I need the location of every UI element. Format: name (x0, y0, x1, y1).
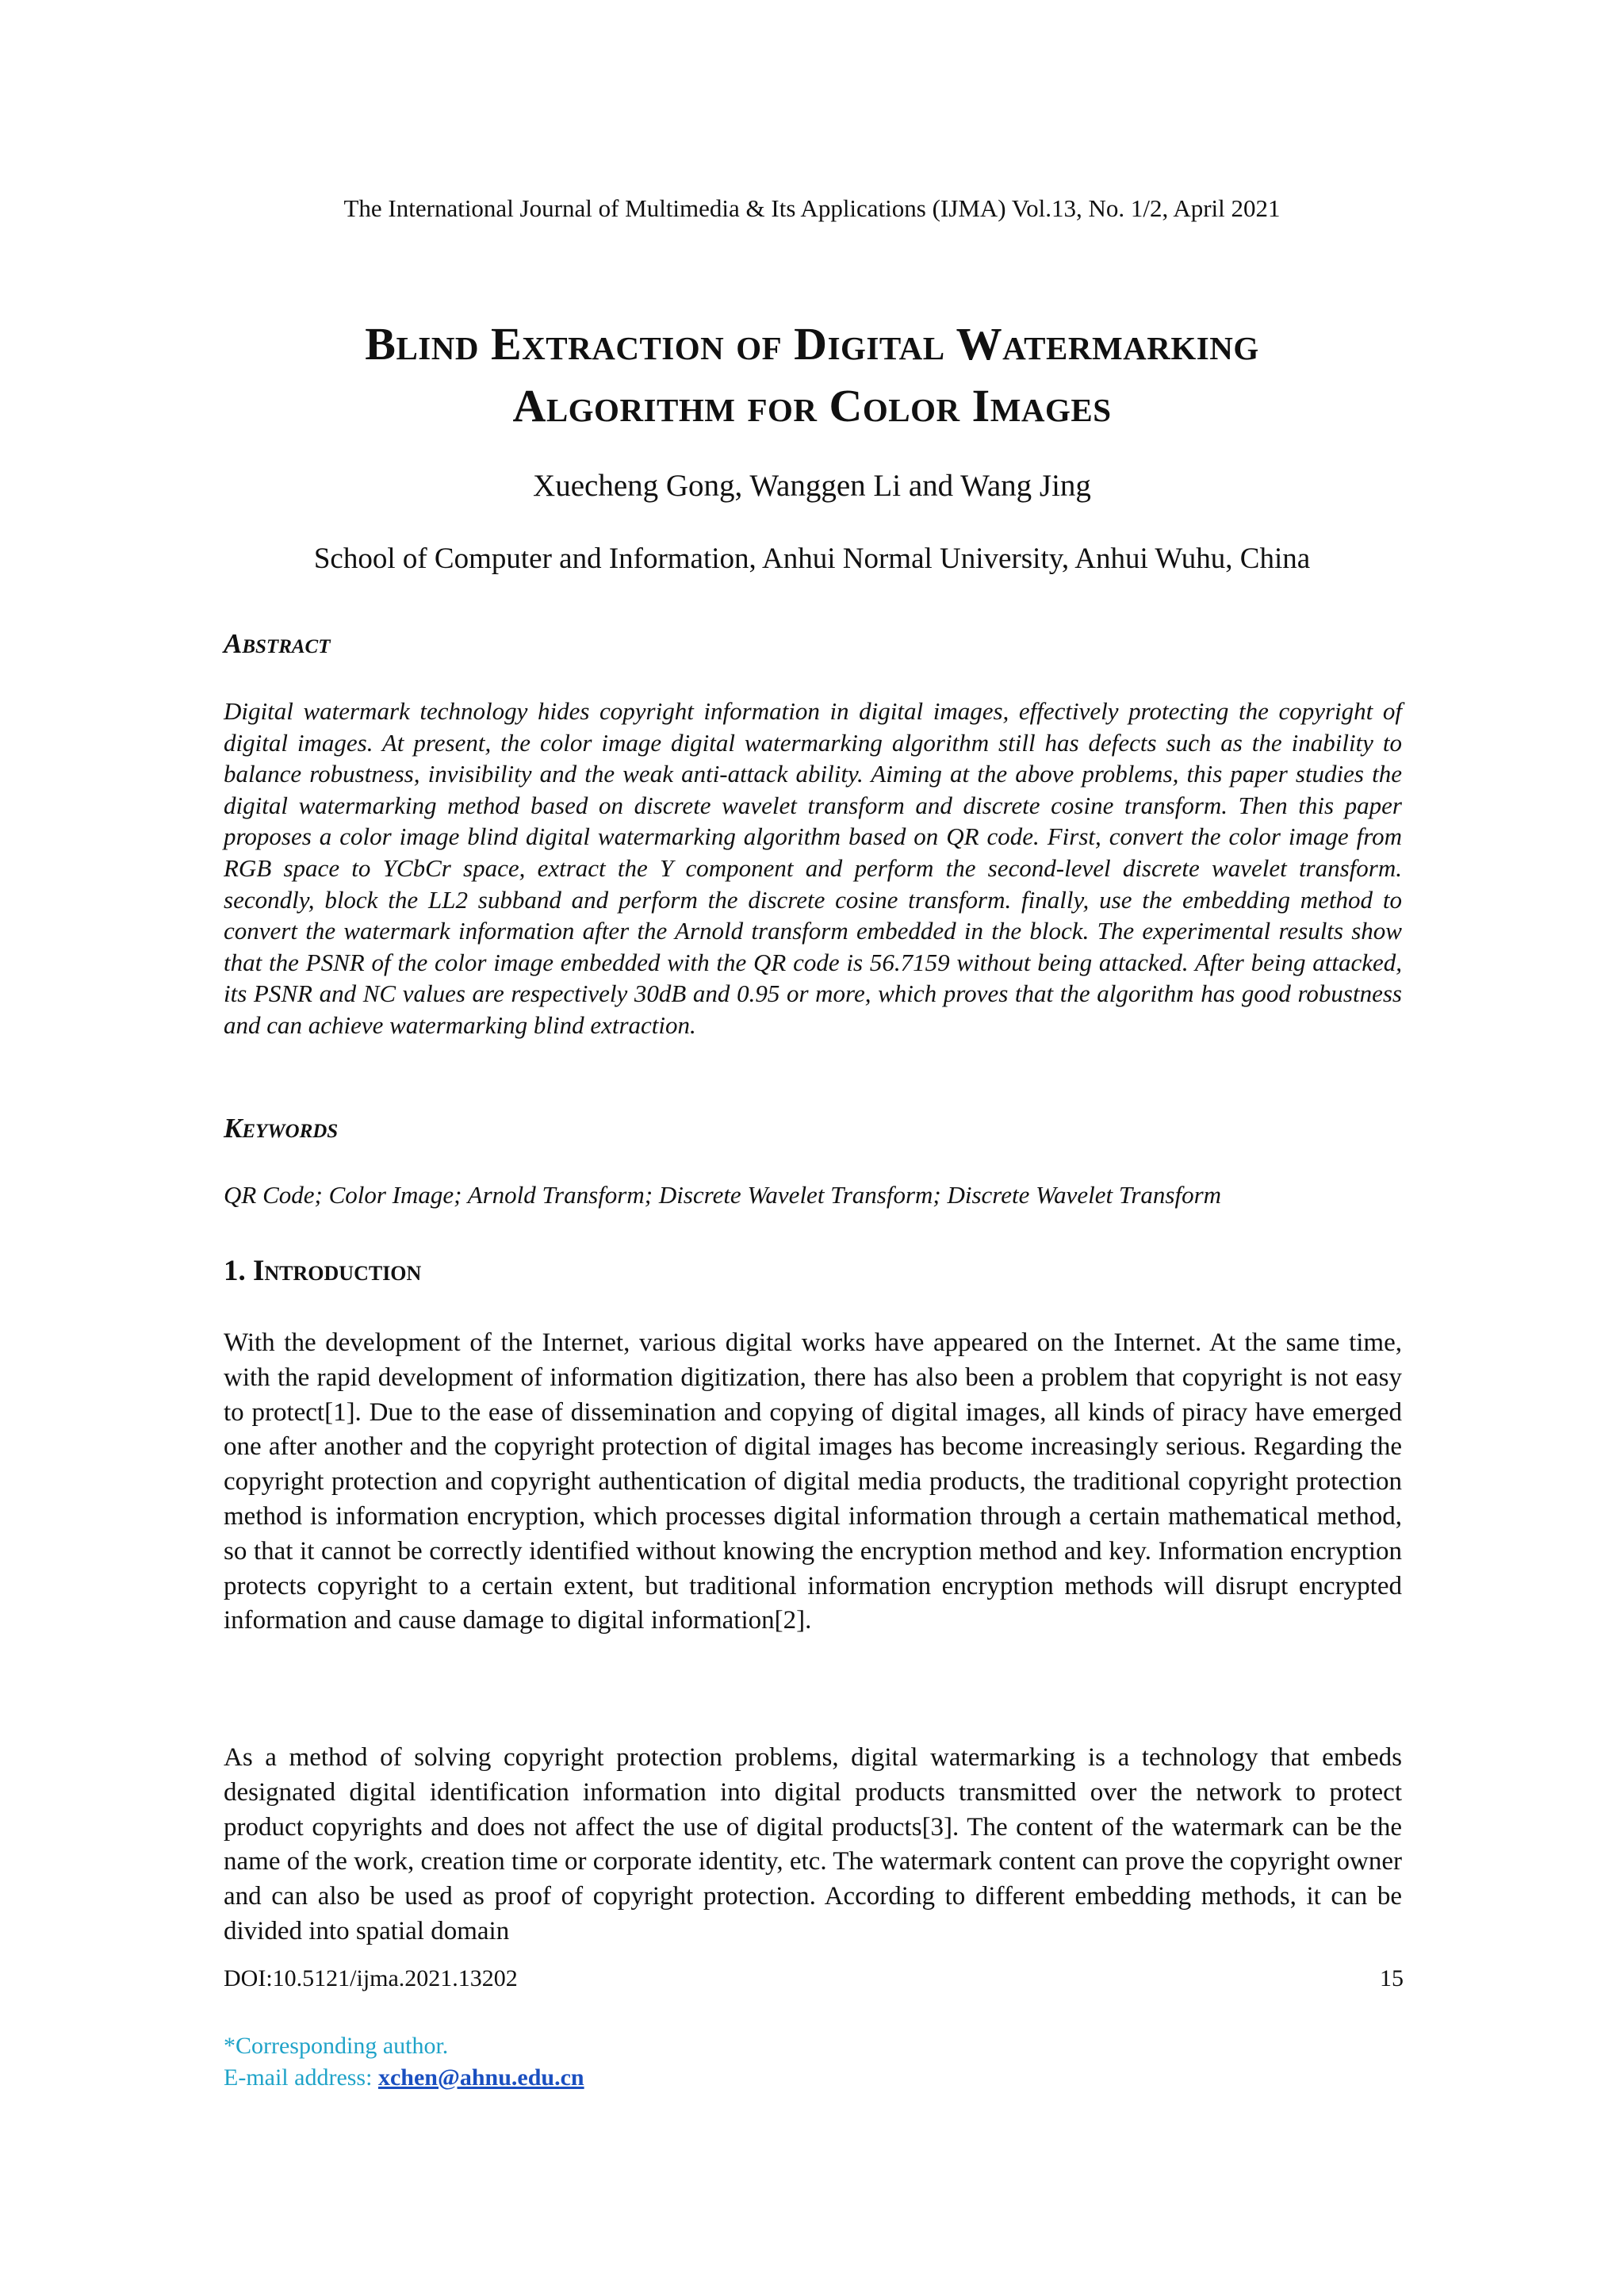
abstract-heading: Abstract (224, 628, 331, 659)
abstract-text: Digital watermark technology hides copyright information in digital images, effectively protecting the copyright of digital images. At present, the color image digital watermarking algorithm still has defects such as the inability to balance robustness, invisibility and the weak anti-attack ability. Aiming at the above problems, this paper studies the digital watermarking method based on discrete wavelet transform and discrete cosine transform. Then this paper proposes a color image blind digital watermarking algorithm based on QR code. First, convert the color image from RGB space to YCbCr space, extract the Y component and perform the second-level discrete wavelet transform. secondly, block the LL2 subband and perform the discrete cosine transform. finally, use the embedding method to convert the watermark information after the Arnold transform embedded in the block. The experimental results show that the PSNR of the color image embedded with the QR code is 56.7159 without being attacked. After being attacked, its PSNR and NC values are respectively 30dB and 0.95 or more, which proves that the algorithm has good robustness and can achieve watermarking blind extraction. (224, 697, 1402, 1039)
introduction-paragraph-2: As a method of solving copyright protection problems, digital watermarking is a technology that embeds designated digital identification information into digital products transmitted over the network to protect product copyrights and does not affect the use of digital products[3]. The content of the watermark can be the name of the work, creation time or corporate identity, etc. The watermark content can prove the copyright owner and can also be used as proof of copyright protection. According to different embedding methods, it can be divided into spatial domain (224, 1743, 1402, 1945)
footer-doi: DOI:10.5121/ijma.2021.13202 (224, 1965, 518, 1991)
keywords-text: QR Code; Color Image; Arnold Transform; Discrete Wavelet Transform; Discrete Wavelet Transform (224, 1181, 1222, 1209)
email-link[interactable]: xchen@ahnu.edu.cn (377, 2064, 584, 2091)
paper-title (0, 313, 1624, 437)
corresponding-author (224, 2030, 584, 2094)
title-line-2: Algorithm for Color Images (512, 380, 1112, 431)
introduction-heading: 1. Introduction (224, 1255, 422, 1287)
keywords-heading: Keywords (224, 1113, 339, 1144)
page-number: 15 (1380, 1965, 1404, 1991)
email-label: E-mail address: (224, 2064, 378, 2091)
affiliation: School of Computer and Information, Anhui Normal University, Anhui Wuhu, China (313, 542, 1311, 575)
corresponding-label: *Corresponding author. (224, 2033, 449, 2059)
journal-header: The International Journal of Multimedia & Its Applications (IJMA) Vol.13, No. 1/2, April 2021 (343, 194, 1281, 222)
introduction-paragraph-1: With the development of the Internet, various digital works have appeared on the Internet. At the same time, with the rapid development of information digitization, there has also been a problem that copyright is not easy to protect[1]. Due to the ease of dissemination and copying of digital images, all kinds of piracy have emerged one after another and the copyright protection of digital images has become increasingly serious. Regarding the copyright protection and copyright authentication of digital media products, the traditional copyright protection method is information encryption, which processes digital information through a certain mathematical method, so that it cannot be correctly identified without knowing the encryption method and key. Information encryption protects copyright to a certain extent, but traditional information encryption methods will disrupt encrypted information and cause damage to digital information[2]. (224, 1328, 1402, 1635)
email-line (224, 2062, 584, 2094)
authors: Xuecheng Gong, Wanggen Li and Wang Jing (533, 469, 1091, 503)
title-line-1: Blind Extraction of Digital Watermarking (365, 318, 1259, 370)
